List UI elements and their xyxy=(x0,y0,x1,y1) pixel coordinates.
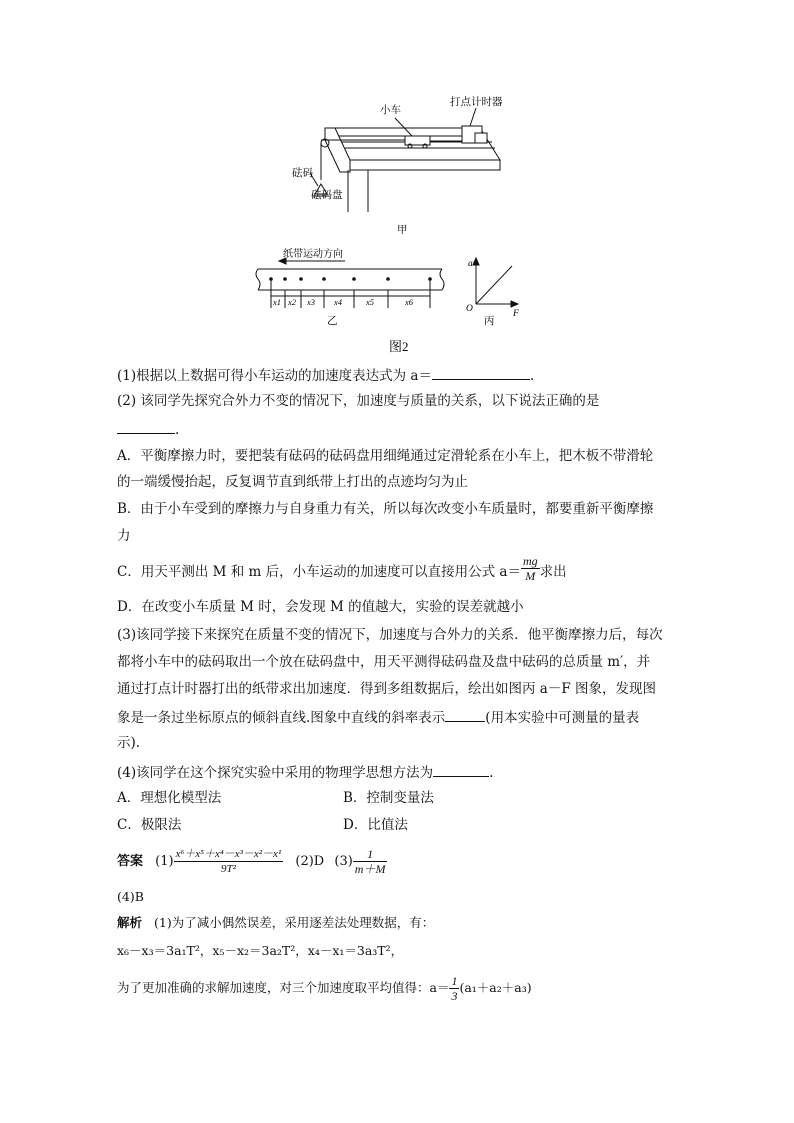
question-3-line2: 都将小车中的砝码取出一个放在砝码盘中，用天平测得砝码盘及盘中砝码的总质量 m′，并 xyxy=(117,654,651,670)
weights-label: 砝码 xyxy=(292,168,313,179)
tape-x3: x3 xyxy=(307,297,316,307)
tape-direction-label: 纸带运动方向 xyxy=(283,249,343,260)
option-2A-line2: 的一端缓慢抬起，反复调节直到纸带上打出的点迹均匀为止 xyxy=(117,474,468,490)
question-2-stem: (2) 该同学先探究合外力不变的情况下，加速度与质量的关系，以下说法正确的是 xyxy=(117,393,600,409)
fig-bing-label: 丙 xyxy=(484,316,495,327)
question-3-line3: 通过打点计时器打出的纸带求出加速度．得到多组数据后，绘出如图丙 a－F 图象，发现图 xyxy=(117,681,656,697)
option-4D: D．比值法 xyxy=(343,817,408,833)
question-3-line4: 象是一条过坐标原点的倾斜直线.图象中直线的斜率表示 (用本实验中可测量的量表 xyxy=(117,707,639,727)
answer-blank-3[interactable] xyxy=(445,707,485,722)
paper-tape-diagram xyxy=(256,258,444,308)
pan-label: 砝码盘 xyxy=(311,190,343,201)
fig-yi-label: 乙 xyxy=(327,316,338,327)
graph-origin: O xyxy=(466,304,473,314)
option-2A-line1: A．平衡摩擦力时，要把装有砝码的砝码盘用细绳通过定滑轮系在小车上，把木板不带滑轮 xyxy=(117,448,654,464)
analysis-line1: 解析 (1)为了减小偶然误差，采用逐差法处理数据，有： xyxy=(117,915,435,930)
a-F-graph xyxy=(473,258,518,307)
answer-section: 答案 (1) $\frac{\text{x⁶＋x⁵＋x⁴－x³－x²－x¹}}{\text{9T²}}$ (2)D (3) $\frac{1}{m+M}$ xyxy=(117,847,386,876)
option-2C: C．用天平测出 M 和 m 后，小车运动的加速度可以直接用公式 a＝ $\frac{mg}{M}$ 求出 xyxy=(117,554,567,583)
tape-x5: x5 xyxy=(366,297,375,307)
experiment-figure xyxy=(0,0,794,354)
answer-blank-2[interactable] xyxy=(117,419,175,434)
question-1: (1)根据以上数据可得小车运动的加速度表达式为 a＝ . xyxy=(117,365,534,385)
figure-caption: 图2 xyxy=(389,339,409,354)
analysis-line2: x₆－x₃＝3a₁T²，x₅－x₂＝3a₂T²，x₄－x₁＝3a₃T²， xyxy=(117,943,404,958)
fig-jia-label: 甲 xyxy=(397,225,408,236)
analysis-line3: 为了更加准确的求解加速度，对三个加速度取平均值得：a＝ $\frac{1}{3}$ (a₁＋a₂＋a₃) xyxy=(117,974,532,1003)
question-3-line5: 示). xyxy=(117,735,141,751)
graph-axis-F: F xyxy=(513,309,519,319)
option-4B: B．控制变量法 xyxy=(343,790,434,806)
analysis-label: 解析 xyxy=(117,915,143,930)
option-2B-line2: 力 xyxy=(117,528,131,544)
option-4A: A．理想化模型法 xyxy=(117,790,222,806)
question-3-line1: (3)该同学接下来探究在质量不变的情况下，加速度与合外力的关系．他平衡摩擦力后，每次 xyxy=(117,627,663,643)
answer-label: 答案 xyxy=(117,854,144,869)
tape-x1: x1 xyxy=(273,297,282,307)
option-4C: C．极限法 xyxy=(117,817,182,833)
answer-blank-1[interactable] xyxy=(432,365,530,380)
graph-axis-a: a xyxy=(468,259,473,269)
question-2-blank-line: . xyxy=(117,419,179,439)
question-4-stem: (4)该同学在这个探究实验中采用的物理学思想方法为 . xyxy=(117,762,493,782)
answer-blank-4[interactable] xyxy=(433,762,489,777)
answer-part4: (4)B xyxy=(117,889,144,904)
option-2D: D．在改变小车质量 M 时，会发现 M 的值越大，实验的误差就越小 xyxy=(117,599,524,615)
tape-x4: x4 xyxy=(334,297,343,307)
option-2B-line1: B．由于小车受到的摩擦力与自身重力有关，所以每次改变小车质量时，都要重新平衡摩擦 xyxy=(117,501,654,517)
tape-x2: x2 xyxy=(288,297,297,307)
car-label: 小车 xyxy=(380,105,401,116)
tape-x6: x6 xyxy=(405,297,414,307)
timer-label: 打点计时器 xyxy=(450,97,503,108)
